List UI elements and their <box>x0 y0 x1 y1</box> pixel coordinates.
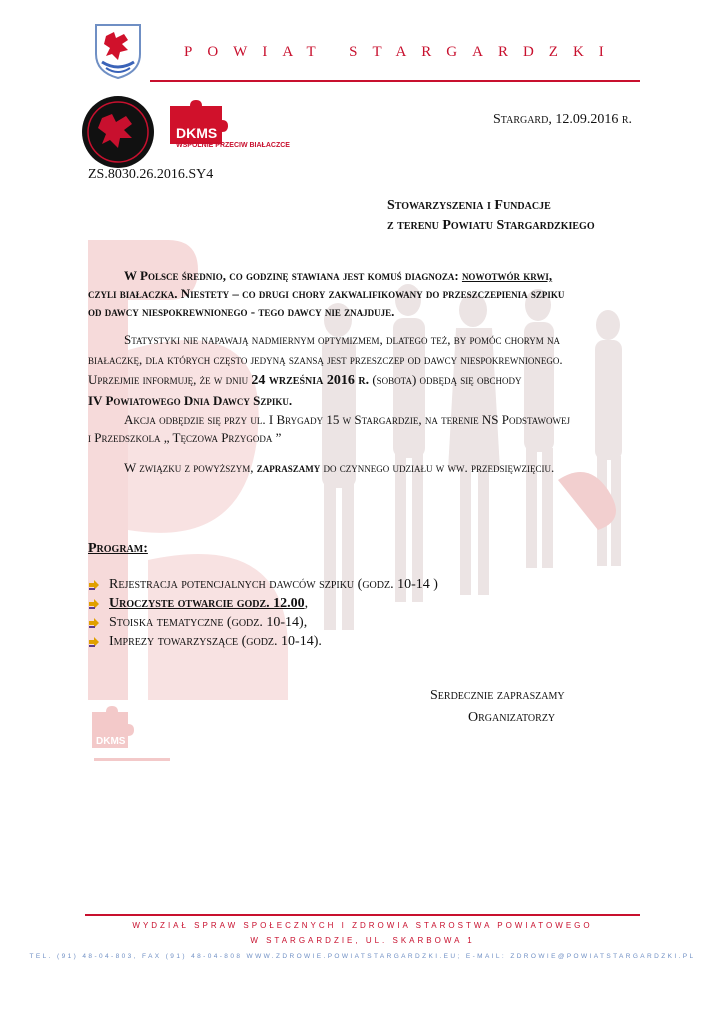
p1-part-a: W Polsce średnio, co godzinę stawiana jest komuś diagnoza: <box>124 268 462 283</box>
griffin-club-logo-icon <box>80 94 156 170</box>
svg-text:DKMS: DKMS <box>96 736 126 747</box>
recipient-line-1: Stowarzyszenia i Fundacje <box>387 198 551 213</box>
p2-part-e: IV Powiatowego Dnia Dawcy Szpiku. <box>88 393 293 408</box>
p2-part-c: Uprzejmie informuję, że w dniu <box>88 372 252 387</box>
p4-part-a: W związku z powyższym, <box>124 460 257 475</box>
p3-part-a: Akcja odbędzie się przy ul. I Brygady 15 w Stargardzie, na terenie NS Podstawowej <box>124 412 571 427</box>
header-title: POWIAT STARGARDZKI <box>184 44 619 60</box>
closing-line-1: Serdecznie zapraszamy <box>430 688 565 703</box>
arrow-bullet-icon <box>88 598 100 610</box>
paragraph-2 <box>88 330 640 411</box>
arrow-bullet-icon <box>88 636 100 648</box>
program-item-text: Imprezy towarzyszące (godz. 10-14). <box>109 633 322 649</box>
city-date <box>493 112 632 128</box>
closing-line-2: Organizatorzy <box>468 710 556 725</box>
program-heading: Program: <box>88 541 148 556</box>
letter-date: 12.09.2016 <box>555 112 619 127</box>
dkms-logo <box>168 100 308 156</box>
p2-part-a: Statystyki nie napawają nadmiernym optymizmem, dlatego też, by pomóc chorym na <box>124 332 560 347</box>
program-item <box>88 575 438 594</box>
reference-number: ZS.8030.26.2016.SY4 <box>88 167 214 182</box>
recipient-line-2: z terenu Powiatu Stargardzkiego <box>387 218 595 233</box>
footer-line-2: W STARGARDZIE, UL. SKARBOWA 1 <box>250 936 475 945</box>
footer-line-1: WYDZIAŁ SPRAW SPOŁECZNYCH I ZDROWIA STAROSTWA POWIATOWEGO <box>132 921 593 930</box>
date-suffix: r. <box>621 112 632 127</box>
program-item-comma: , <box>304 595 309 611</box>
p4-part-b: zapraszamy <box>256 460 321 475</box>
dkms-tagline: WSPÓLNIE PRZECIW BIAŁACZCE <box>176 142 290 149</box>
p1-part-d: od dawcy niespokrewnionego - tego dawcy nie znajduje. <box>88 304 395 319</box>
program-item-text: Rejestracja potencjalnych dawców szpiku (godz. 10-14 ) <box>109 576 438 592</box>
paragraph-3 <box>88 411 640 447</box>
program-item-text: Uroczyste otwarcie godz. 12.00 <box>109 595 305 611</box>
svg-text:DKMS: DKMS <box>176 125 218 141</box>
dkms-puzzle-logo-icon <box>168 100 238 144</box>
city: Stargard, <box>493 112 552 127</box>
paragraph-1 <box>88 267 640 321</box>
arrow-bullet-icon <box>88 617 100 629</box>
paragraph-4 <box>124 459 554 477</box>
arrow-bullet-icon <box>88 579 100 591</box>
program-item <box>88 594 438 613</box>
p1-part-b: nowotwór krwi, <box>461 268 553 283</box>
footer-contact: TEL. (91) 48-04-803, FAX (91) 48-04-808 WWW.ZDROWIE.POWIATSTARGARDZKI.EU; E-MAIL: ZDROWIE@POWIATSTARGARDZKI.PL <box>29 953 696 960</box>
program-item <box>88 613 438 632</box>
powiat-crest-icon <box>92 22 144 80</box>
program-list <box>88 575 438 651</box>
program-item <box>88 632 438 651</box>
program-item-text: Stoiska tematyczne (godz. 10-14), <box>109 614 308 630</box>
p3-part-b: i Przedszkola „ Tęczowa Przygoda ” <box>88 430 282 445</box>
p1-part-c: czyli białaczka. Niestety – co drugi chory zakwalifikowany do przeszczepienia szpiku <box>88 286 565 301</box>
event-date: 24 września 2016 r. <box>251 373 370 388</box>
footer-rule <box>85 914 640 916</box>
p2-part-d: (sobota) odbędą się obchody <box>369 372 522 387</box>
p4-part-c: do czynnego udziału w ww. przedsięwzięciu. <box>320 460 555 475</box>
dkms-watermark-logo-icon <box>88 704 178 766</box>
header-rule <box>150 80 640 82</box>
p2-part-b: białaczkę, dla których często jedyną szansą jest przeszczep od dawcy niespokrewnionego. <box>88 352 563 367</box>
